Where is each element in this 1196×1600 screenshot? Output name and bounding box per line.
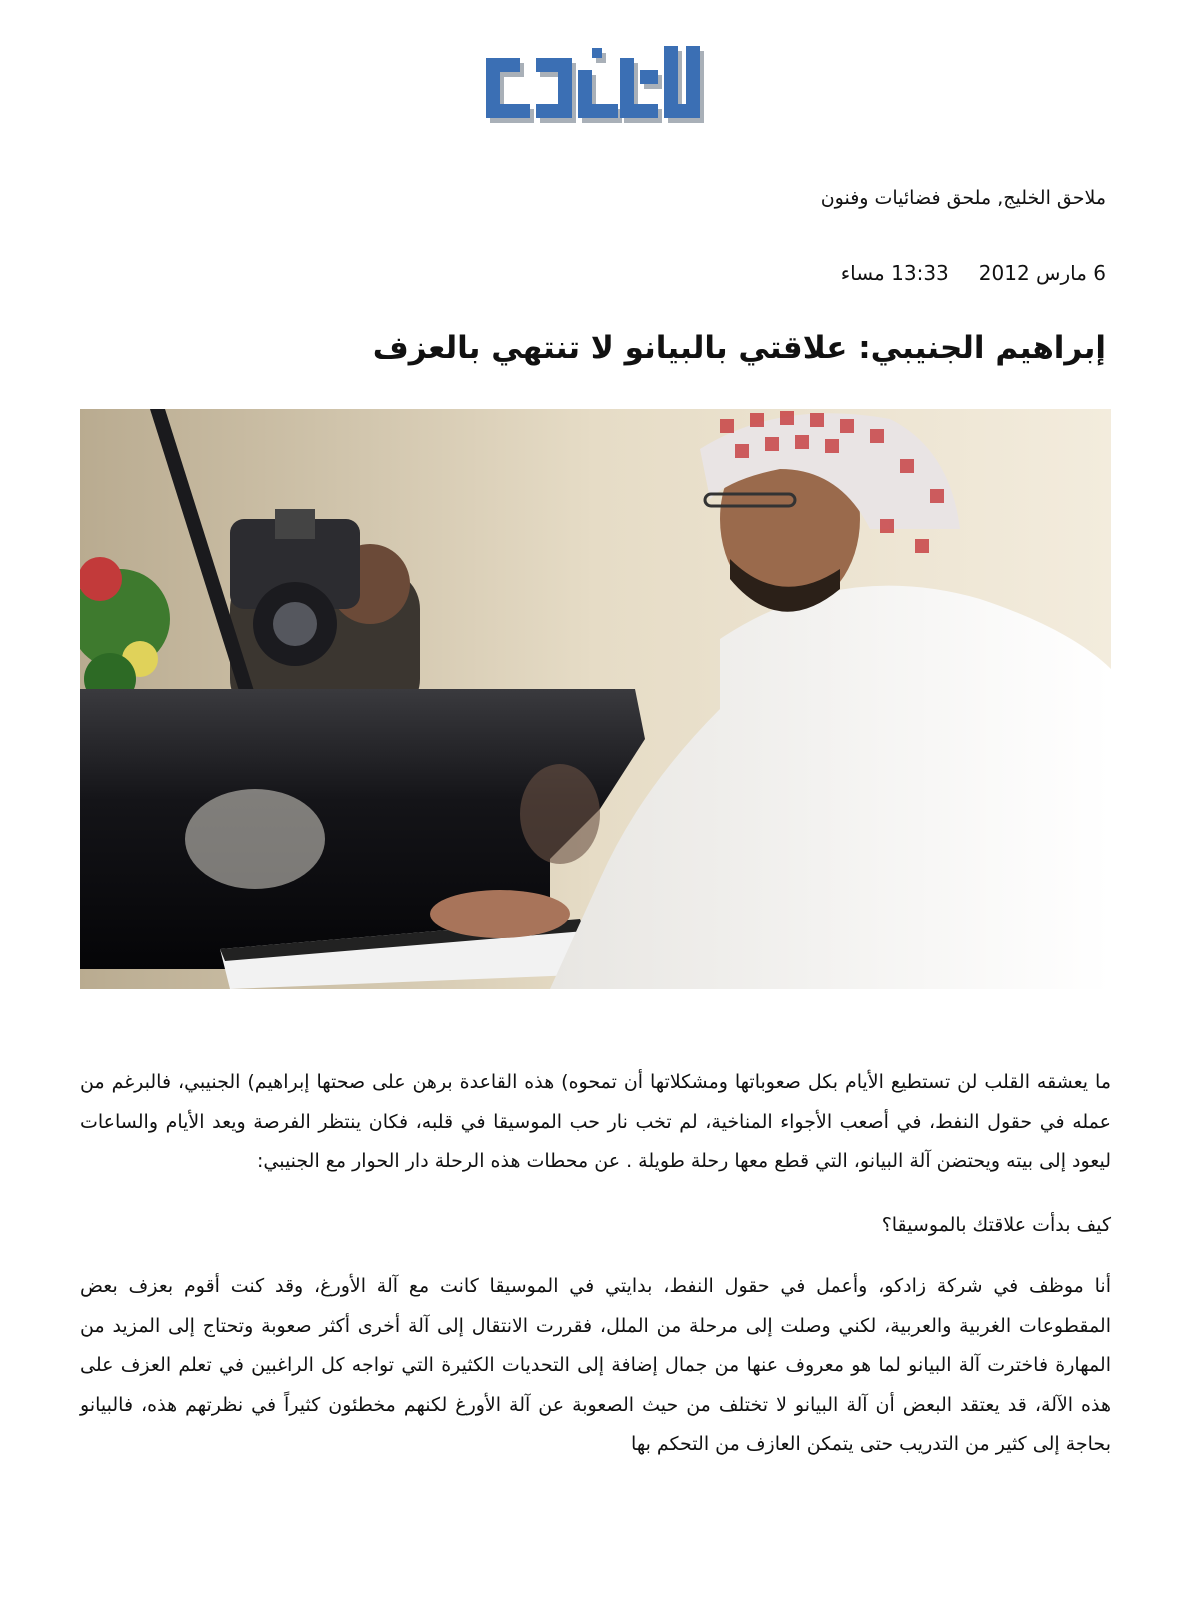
article-paragraph: أنا موظف في شركة زادكو، وأعمل في حقول النفط، بدايتي في الموسيقا كانت مع آلة الأورغ، وقد كنت أقوم بعزف بعض المقطوعات الغربية والعربية، لكني وصلت إلى مرحلة من الملل، فقررت الانتقال إلى آلة أخرى أكثر صعوبة وتحتاج إلى المزيد من المهارة فاخترت آلة البيانو لما هو معروف عنها من جمال إضافة إلى التحديات الكثيرة التي تواجه كل الراغبين في تعلم العزف على هذه الآلة، قد يعتقد البعض أن آلة البيانو لا تختلف من حيث الصعوبة عن آلة الأورغ لكنهم مخطئون كثيراً في نظرتهم هذه، فالبيانو بحاجة إلى كثير من التدريب حتى يتمكن العازف من التحكم بها: [80, 1275, 1111, 1455]
article-headline: إبراهيم الجنيبي: علاقتي بالبيانو لا تنتهي بالعزف: [372, 330, 1106, 366]
publish-time: 13:33 مساء: [840, 261, 949, 285]
article-photo[interactable]: [80, 409, 1111, 989]
publish-date: 6 مارس 2012: [978, 261, 1106, 285]
interview-question: كيف بدأت علاقتك بالموسيقا؟: [881, 1213, 1111, 1236]
article-body: [80, 1063, 1111, 1465]
dateline: [841, 261, 1106, 285]
section-label[interactable]: ملاحق الخليج, ملحق فضائيات وفنون: [820, 187, 1106, 209]
masthead-logo[interactable]: [480, 40, 730, 132]
article-paragraph: ما يعشقه القلب لن تستطيع الأيام بكل صعوباتها ومشكلاتها أن تمحوه) هذه القاعدة برهن على صحتها إبراهيم) الجنيبي، فالبرغم من عمله في حقول النفط، في أصعب الأجواء المناخية، لم تخب نار حب الموسيقا في قلبه، فكان ينتظر الفرصة ويعد الأيام والساعات ليعود إلى بيته ويحتضن آلة البيانو، التي قطع معها رحلة طويلة . عن محطات هذه الرحلة دار الحوار مع الجنيبي:: [80, 1071, 1111, 1172]
